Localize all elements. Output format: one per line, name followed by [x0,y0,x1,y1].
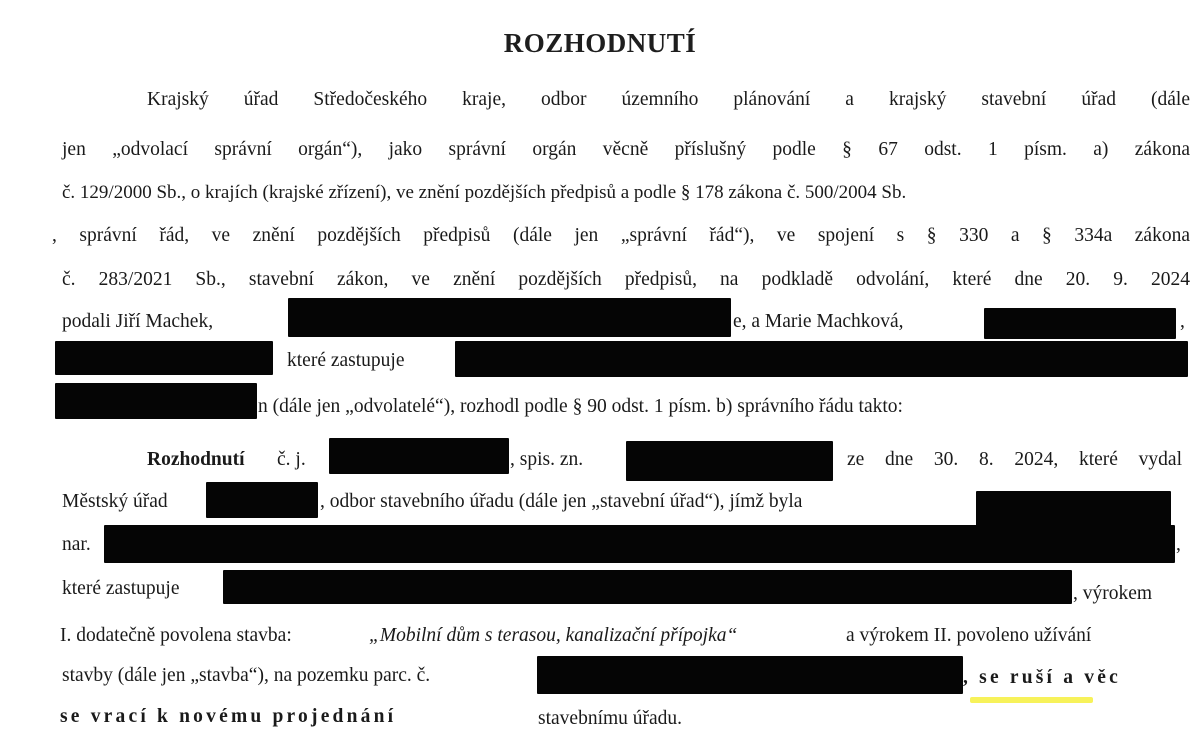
paragraph-2-line-5-start: I. dodatečně povolena stavba: [60,625,292,646]
redaction-bar [537,656,963,694]
paragraph-2-line-6-start: stavby (dále jen „stavba“), na pozemku parc. č. [62,665,431,686]
paragraph-2-line-7-end: stavebnímu úřadu. [538,708,683,729]
paragraph-1-line-6-end: , [1180,311,1185,332]
paragraph-2-line-1-file: , spis. zn. [510,449,584,470]
paragraph-2-line-5-end: a výrokem II. povoleno užívání [846,625,1092,646]
paragraph-2-line-2-end: , odbor stavebního úřadu (dále jen „stavební úřad“), jímž byla [320,491,803,512]
annulment-phrase: , se ruší a věc [963,667,1121,688]
paragraph-1-line-5: č. 283/2021 Sb., stavební zákon, ve znění pozdějších předpisů, na podkladě odvolání, které dne 20. 9. 2024 [62,269,1190,290]
decision-label: Rozhodnutí [147,449,245,470]
paragraph-1-line-4: , správní řád, ve znění pozdějších předpisů (dále jen „správní řád“), ve spojení s § 330 a § 334a zákona [52,225,1190,246]
redaction-bar [104,525,1175,563]
paragraph-2-line-1-end: ze dne 30. 8. 2024, které vydal [847,449,1182,470]
redaction-bar [55,341,273,375]
paragraph-1-line-6-start: podali Jiří Machek, [62,311,214,332]
paragraph-2-line-3-start: nar. [62,534,91,555]
paragraph-2-line-1-ref: č. j. [277,449,306,470]
paragraph-2-line-4-start: které zastupuje [62,578,180,599]
paragraph-1-line-8: n (dále jen „odvolatelé“), rozhodl podle § 90 odst. 1 písm. b) správního řádu takto: [258,396,903,417]
building-name: „Mobilní dům s terasou, kanalizační přípojka“ [369,625,738,646]
highlight-mark [970,697,1093,703]
redaction-bar [455,341,1188,377]
redaction-bar [223,570,1072,604]
redaction-bar [626,441,833,481]
redaction-bar [288,298,731,337]
paragraph-2-line-4-end: , výrokem [1073,583,1153,604]
redaction-bar [984,308,1176,339]
redaction-bar [206,482,318,518]
redaction-bar [55,383,257,419]
paragraph-1-line-6-middle: e, a Marie Machková, [733,311,904,332]
paragraph-1-line-1: Krajský úřad Středočeského kraje, odbor územního plánování a krajský stavební úřad (dále [147,89,1190,110]
paragraph-2-line-2-start: Městský úřad [62,491,168,512]
paragraph-2-line-3-end: , [1176,534,1181,555]
remand-phrase: se vrací k novému projednání [60,706,397,727]
redaction-bar [329,438,509,474]
page-title: ROZHODNUTÍ [503,28,697,58]
redaction-bar [976,491,1171,528]
paragraph-1-line-3: č. 129/2000 Sb., o krajích (krajské zřízení), ve znění pozdějších předpisů a podle § 178 zákona č. 500/2004 Sb. [62,182,907,203]
paragraph-1-line-7: které zastupuje [287,350,405,371]
paragraph-1-line-2: jen „odvolací správní orgán“), jako správní orgán věcně příslušný podle § 67 odst. 1 písm. a) zákona [62,139,1190,160]
